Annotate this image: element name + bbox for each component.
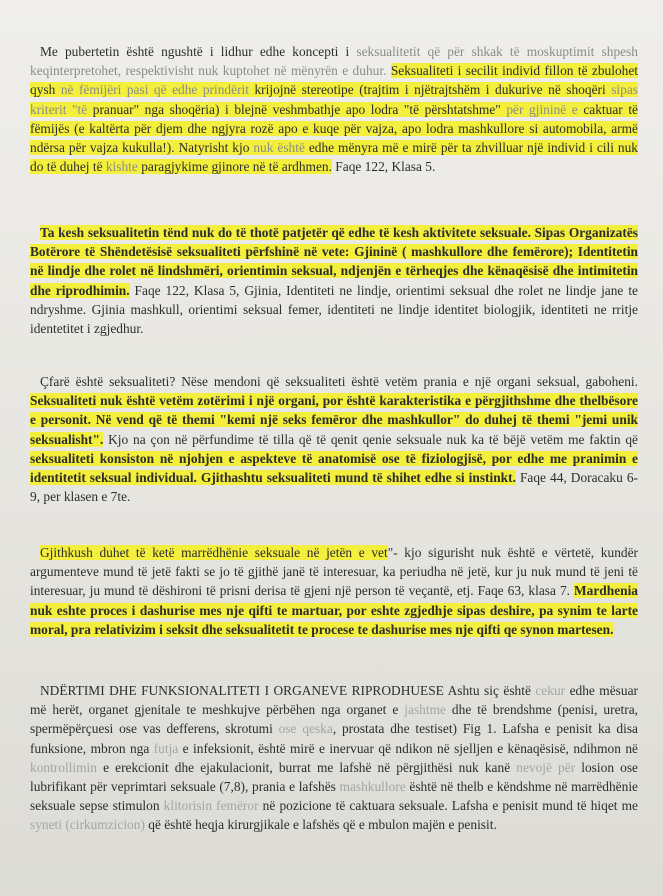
highlighted-text <box>30 63 638 174</box>
paragraph-relationships <box>30 543 638 639</box>
text-segment: nuk është <box>253 140 305 156</box>
text-segment: dhe të brendshme (penisi, uretra, spermëpërçuesi ose vas defferens, skrotumi <box>30 702 638 737</box>
text-segment: caktuar të fëmijës (e kaltërta për djem dhe ngjyra rozë apo e kuqe për vajza, apo lodra mashkullore si automobila, armë ndërsa për vajza kukulla!). Natyrisht kjo <box>30 101 638 156</box>
highlighted-bold-text: seksualiteti konsiston në njohjen e aspekteve të anatomisë ose të fiziologjisë, por edhe me pranimin e identitetit seksual individual. Gjithashtu seksualiteti mund të shihet edhe si instinkt. <box>30 450 638 486</box>
text-segment: që është heqja kirurgjikale e lafshës që e mbulon majën e penisit. <box>144 817 497 833</box>
text-segment: "- kjo sigurisht nuk është e vërtetë, kundër argumenteve mund të jetë fakti se jo të gjithë janë të interesuar, ka periudha në jetë, kur ju nuk mund të jeni të interesuar, ju mund të dëshironi të prisni derisa të gjeni një person të veçantë, etj. Faqe 63, klasa 7. <box>30 545 638 599</box>
text-segment: sipas kriterit "të <box>30 82 638 117</box>
text-segment: Kjo na çon në përfundime të tilla që të qenit qenie seksuale nuk ka të bëjë vetëm me faktin që <box>103 431 638 447</box>
text-segment: nevojë për <box>516 759 576 775</box>
text-segment: në fëmijëri pasi që edhe prindërit <box>60 82 249 98</box>
text-segment: pranuar" nga shoqëria) i blejnë veshmbathje apo lodra "të përshtatshme" <box>87 101 507 117</box>
text-segment: Ashtu siç është <box>443 683 536 698</box>
text-segment: për gjininë e <box>506 101 578 117</box>
text-segment: Me pubertetin është ngushtë i lidhur edhe koncepti i <box>40 44 357 59</box>
highlighted-text: Gjithkush duhet të ketë marrëdhënie seksuale në jetën e vet <box>40 545 388 560</box>
text-segment: edhe mësuar më herët, organet gjenitale te meshkujve përbëhen nga organet e <box>30 683 638 718</box>
text-segment: cekur <box>535 683 566 698</box>
paragraph-what-is-sexuality <box>30 372 638 506</box>
page-reference: Faqe 122, Klasa 5. <box>331 159 436 175</box>
text-segment: kontrollimin <box>30 759 97 775</box>
text-segment: seksualitetit që për shkak të moskuptimit shpesh keqinterpretohet, respektivisht nuk kuptohet në mënyrën e duhur. <box>30 44 638 79</box>
paragraph-who-definition <box>30 223 638 338</box>
text-segment: Çfarë është seksualiteti? Nëse mendoni që seksualiteti është vetëm prania e një organi seksual, gaboheni. <box>40 374 638 389</box>
text-segment: Faqe 122, Klasa 5, Gjinia, Identiteti ne lindje, orientimi seksual dhe rolet ne lindje jane te ndryshme. Gjinia mashkull, orientimi seksual femer, identiteti ne lindje identitet biologjik, identiteti ne rritje identetitet i zgjedhur. <box>30 282 638 337</box>
text-segment: në pozicione të caktuara seksuale. Lafsha e penisit mund të hiqet me <box>258 798 638 814</box>
text-segment: syneti (cirkumzicion) <box>30 817 145 833</box>
text-segment: ose qeska <box>278 721 333 737</box>
text-segment: klitorisin femëror <box>163 798 259 814</box>
highlighted-bold-text: Seksualiteti nuk është vetëm zotërimi i një organi, por është karakteristika e përgjithshme dhe thelbësore e personit. Në vend që të themi "kemi një seks femëror dhe mashkullor" do duhej të themi "jemi unik seksualisht". <box>30 393 638 447</box>
text-segment: kishte <box>105 159 138 175</box>
text-segment: losion ose lubrifikant për veprimtari seksuale (7,8), prania e lafshës <box>30 759 638 795</box>
highlighted-bold-text: Ta kesh seksualitetin tënd nuk do të thotë patjetër që edhe të kesh aktivitete seksuale. Sipas Organizatës Botërore të Shëndetësisë seksualiteti përfshinë në vete: Gjininë ( mashkullore dhe femërore); Identitetin në lindje dhe rolet në lindshmëri, orientimin seksual, ndjenjën e tërheqjes dhe kënaqësisë dhe intimitetin dhe riprodhimin. <box>30 225 638 298</box>
highlighted-bold-text: Mardhenia nuk eshte proces i dashurise mes nje qifti te martuar, por eshte zgjedhje sipas deshire, pa synim te larte moral, pra relativizim i seksit dhe seksualitetit te procese te dashurise mes nje qifti qe synon martesen. <box>30 583 638 637</box>
section-heading: NDËRTIMI DHE FUNKSIONALITETI I ORGANEVE RIPRODHUESE <box>40 683 444 698</box>
text-segment: është në thelb e këndshme në marrëdhënie seksuale sepse stimulon <box>30 779 638 814</box>
paragraph-gender-stereotypes <box>30 42 638 176</box>
text-segment: paragjykime gjinore në të ardhmen. <box>137 159 332 175</box>
page-reference: Faqe 44, Doracaku 6-9, per klasen e 7te. <box>30 470 638 505</box>
text-segment: , prostata dhe testiset) Fig 1. Lafsha e penisit ka disa funksione, mbron nga <box>30 721 638 756</box>
text-segment: Seksualiteti i secilit individ fillon të zbulohet qysh <box>30 63 638 98</box>
text-segment: futja <box>153 740 179 756</box>
text-segment: jashtme <box>404 702 446 718</box>
text-segment: e erekcionit dhe ejakulacionit, burrat me lafshë në përgjithësi nuk kanë <box>96 759 517 775</box>
text-segment: edhe mënyra më e mirë për ta zhvilluar një individ i cili nuk do të duhej të <box>30 140 638 175</box>
text-segment: mashkullore <box>339 779 406 795</box>
paragraph-reproductive-organs <box>30 681 638 835</box>
text-segment: e infeksionit, është mirë e inervuar që ndikon në sjelljen e kënaqësisë, ndihmon në <box>178 740 638 756</box>
text-segment: krijojnë stereotipe (trajtim i njëtrajtshëm i dukurive në shoqëri <box>248 82 612 98</box>
